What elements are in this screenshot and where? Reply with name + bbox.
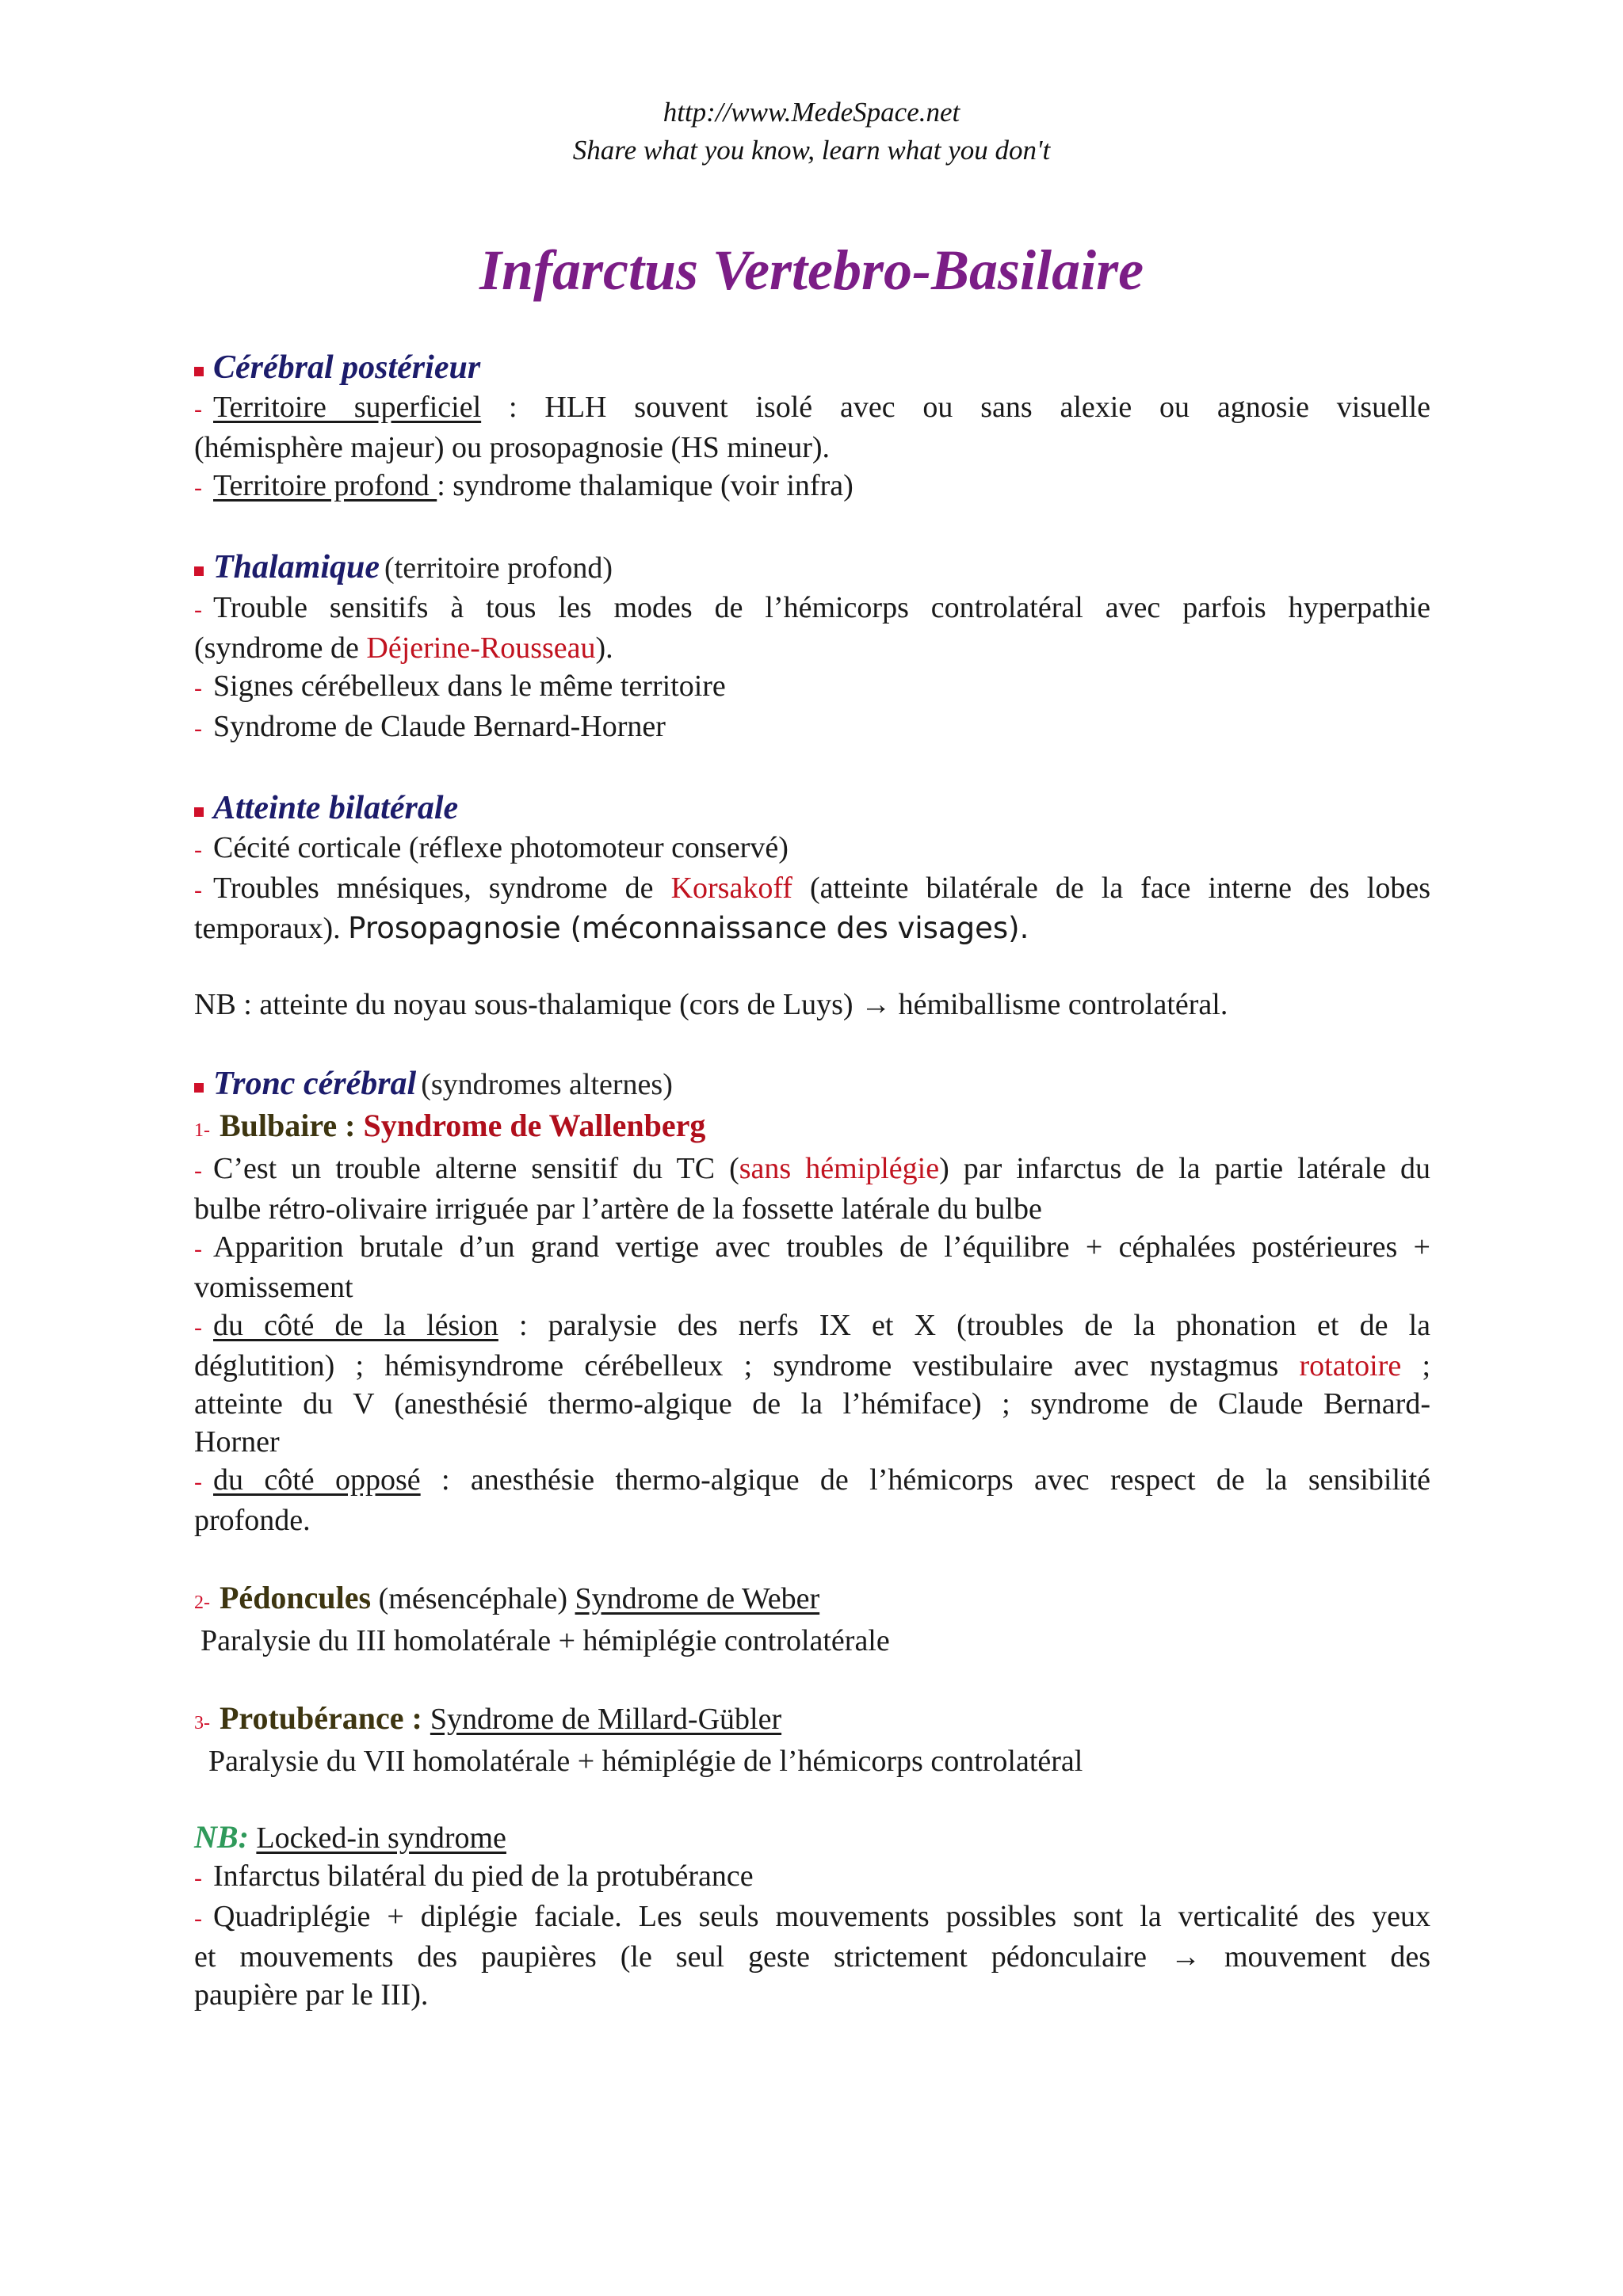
dash-bullet-icon: - xyxy=(194,837,202,863)
list-item-continuation: (hémisphère majeur) ou prosopagnosie (HS mineur). xyxy=(194,431,831,464)
section-atteinte-bilaterale xyxy=(194,788,1430,829)
square-bullet-icon xyxy=(194,367,204,376)
nb-label: NB: xyxy=(194,1819,249,1855)
section-thalamique xyxy=(194,547,1430,589)
list-item: - Quadriplégie + diplégie faciale. Les seuls mouvements possibles sont la verticalité des yeux xyxy=(194,1900,1430,1933)
dash-bullet-icon: - xyxy=(194,597,202,623)
list-item: - Syndrome de Claude Bernard-Horner xyxy=(194,710,666,743)
dash-bullet-icon: - xyxy=(194,675,202,701)
list-item: - du côté de la lésion : paralysie des nerfs IX et X (troubles de la phonation et de la xyxy=(194,1309,1430,1342)
list-item-continuation: bulbe rétro-olivaire irriguée par l’artère de la fossette latérale du bulbe xyxy=(194,1192,1042,1226)
list-item: - du côté opposé : anesthésie thermo-algique de l’hémicorps avec respect de la sensibilité xyxy=(194,1463,1430,1497)
locked-in-title: Locked-in syndrome xyxy=(256,1821,506,1855)
dash-bullet-icon: - xyxy=(194,1314,202,1341)
section-heading: Thalamique xyxy=(213,549,380,585)
dash-bullet-icon: - xyxy=(194,475,202,501)
page-header xyxy=(0,93,1623,170)
list-item-continuation: temporaux). Prosopagnosie (méconnaissance des visages). xyxy=(194,911,1029,945)
list-item-continuation: atteinte du V (anesthésié thermo-algique de la l’hémiface) ; syndrome de Claude Bernard- xyxy=(194,1387,1430,1421)
list-item-continuation: Horner xyxy=(194,1425,280,1459)
square-bullet-icon xyxy=(194,807,204,817)
list-item: - Apparition brutale d’un grand vertige avec troubles de l’équilibre + céphalées postérieures + xyxy=(194,1230,1430,1264)
list-item-continuation: et mouvements des paupières (le seul geste strictement pédonculaire → mouvement des xyxy=(194,1940,1430,1974)
dash-bullet-icon: - xyxy=(194,396,202,422)
subsection-bulbaire: 1- Bulbaire : Syndrome de Wallenberg xyxy=(194,1108,706,1143)
dash-bullet-icon: - xyxy=(194,1865,202,1891)
header-tagline: Share what you know, learn what you don't xyxy=(572,135,1051,166)
list-item: - C’est un trouble alterne sensitif du TC (sans hémiplégie) par infarctus de la partie latérale du xyxy=(194,1152,1430,1185)
section-heading: Cérébral postérieur xyxy=(213,349,481,386)
square-bullet-icon xyxy=(194,566,204,576)
subsection-text: Paralysie du VII homolatérale + hémiplégie de l’hémicorps controlatéral xyxy=(208,1745,1083,1778)
dash-bullet-icon: - xyxy=(194,1158,202,1184)
list-item: - Territoire superficiel : HLH souvent isolé avec ou sans alexie ou agnosie visuelle xyxy=(194,391,1430,424)
list-item: - Territoire profond : syndrome thalamique (voir infra) xyxy=(194,469,854,502)
section-tronc-cerebral xyxy=(194,1063,1430,1105)
document-body xyxy=(194,345,1430,2014)
dash-bullet-icon: - xyxy=(194,1905,202,1932)
list-item-continuation: (syndrome de Déjerine-Rousseau). xyxy=(194,631,613,665)
square-bullet-icon xyxy=(194,1083,204,1093)
list-item: - Signes cérébelleux dans le même territoire xyxy=(194,669,726,703)
list-item: - Cécité corticale (réflexe photomoteur conservé) xyxy=(194,831,789,864)
section-heading: Atteinte bilatérale xyxy=(213,790,459,826)
locked-in-heading xyxy=(194,1818,1430,1857)
subsection-protuberance: 3- Protubérance : Syndrome de Millard-Gübler xyxy=(194,1700,782,1736)
number-marker: 1- xyxy=(194,1120,210,1141)
dash-bullet-icon: - xyxy=(194,1236,202,1262)
section-note: (territoire profond) xyxy=(384,551,613,585)
list-item-continuation: vomissement xyxy=(194,1271,353,1304)
subsection-text: Paralysie du III homolatérale + hémiplégie controlatérale xyxy=(200,1624,890,1657)
header-url[interactable]: http://www.MedeSpace.net xyxy=(663,97,960,128)
page-title: Infarctus Vertebro-Basilaire xyxy=(479,238,1144,302)
nb-note: NB : atteinte du noyau sous-thalamique (cors de Luys) → hémiballisme controlatéral. xyxy=(194,988,1228,1021)
number-marker: 2- xyxy=(194,1592,210,1613)
section-cerebral-posterieur xyxy=(194,347,1430,388)
subsection-pedoncules: 2- Pédoncules (mésencéphale) Syndrome de Weber xyxy=(194,1580,820,1615)
list-item-continuation: profonde. xyxy=(194,1504,311,1537)
dash-bullet-icon: - xyxy=(194,1469,202,1495)
list-item: - Trouble sensitifs à tous les modes de l’hémicorps controlatéral avec parfois hyperpathie xyxy=(194,591,1430,624)
list-item: - Infarctus bilatéral du pied de la protubérance xyxy=(194,1859,754,1893)
list-item: - Troubles mnésiques, syndrome de Korsakoff (atteinte bilatérale de la face interne des lobes xyxy=(194,871,1430,905)
section-heading: Tronc cérébral xyxy=(213,1066,417,1102)
dash-bullet-icon: - xyxy=(194,877,202,903)
list-item-continuation: déglutition) ; hémisyndrome cérébelleux ; syndrome vestibulaire avec nystagmus rotatoire ; xyxy=(194,1349,1430,1383)
number-marker: 3- xyxy=(194,1713,210,1733)
dash-bullet-icon: - xyxy=(194,715,202,742)
section-note: (syndromes alternes) xyxy=(421,1068,673,1101)
list-item-continuation: paupière par le III). xyxy=(194,1978,429,2012)
